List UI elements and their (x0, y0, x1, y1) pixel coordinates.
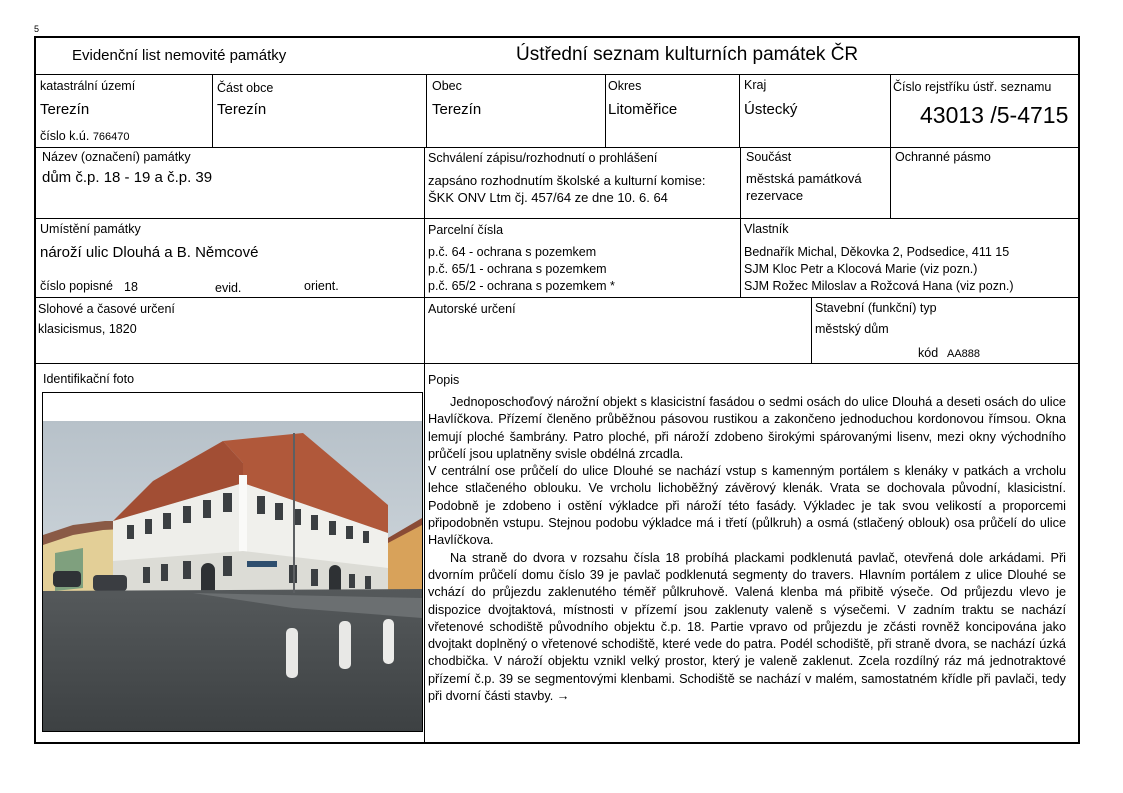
rule-row1 (35, 147, 1080, 148)
autorske-label: Autorské určení (428, 302, 516, 316)
rule-header (35, 74, 1080, 75)
vrule (424, 218, 425, 297)
parcel-item: p.č. 65/1 - ochrana s pozemkem (428, 262, 607, 276)
cislo-popisne-value: 18 (124, 280, 138, 294)
owner-item: Bednařík Michal, Děkovka 2, Podsedice, 411 15 (744, 245, 1010, 259)
foto-label: Identifikační foto (43, 372, 135, 386)
umisteni-label: Umístění památky (40, 222, 141, 236)
rule-row2 (35, 218, 1080, 219)
katastralni-uzemi-label: katastrální území (40, 79, 136, 93)
building-photo (43, 393, 422, 731)
kod-value: AA888 (947, 348, 981, 360)
vrule (890, 74, 891, 147)
obec-label: Obec (432, 79, 462, 93)
vrule (424, 147, 425, 218)
identification-photo (42, 392, 423, 732)
popis-label: Popis (428, 373, 460, 387)
nazev-value: dům č.p. 18 - 19 a č.p. 39 (42, 169, 213, 186)
description-paragraph: Jednoposchoďový nárožní objekt s klasicistní fasádou o sedmi osách do ulice Dlouhá a deseti osách do ulice Havlíčkova. Přízemí členěno průběžnou pásovou rustikou a zakončeno jednoduchou kordonovou římsou. Okna lemují ploché šambrány. Patro ploché, při nároží zdobeno širokými spárovanými lisenv, mezi okny východního průčelí jsou uplatněny svisle obdélná zrcadla. (428, 395, 1066, 461)
vrule (890, 147, 891, 218)
soucast-line2: rezervace (746, 188, 804, 203)
parcel-item: p.č. 65/2 - ochrana s pozemkem * (428, 279, 615, 293)
description-text (428, 394, 1066, 705)
vlastnik-label: Vlastník (744, 222, 789, 236)
okres-value: Litoměřice (608, 101, 678, 118)
description-paragraph: V centrální ose průčelí do ulice Dlouhé se nachází vstup s kamenným portálem s klenáky v patkách a vrcholu lehce stlačeného oblouku. Ve vrcholu lichoběžný závěrový klenák. Vrata se dochovala původní, klasicistní. Podobně je zdobeno i ostění výkladce při nároží této fasády. Výkladec je tak svou velikostí a proporcemi připodobněn vstupu. Stejnou podobu výkladce má i třetí (půlkruh) a osmá (stlačený oblouk) osa průčelí do ulice Havlíčkova. (428, 464, 1066, 548)
evid-label: evid. (215, 281, 242, 295)
sheet-title: Evidenční list nemovité památky (72, 47, 287, 64)
rejstrik-label: Číslo rejstříku ústř. seznamu (893, 80, 1052, 94)
stavebni-typ-label: Stavební (funkční) typ (815, 301, 937, 315)
kraj-value: Ústecký (744, 101, 798, 118)
kod-label: kód (918, 346, 939, 360)
cast-obce-label: Část obce (217, 81, 274, 95)
page-number: 5 (34, 24, 40, 34)
description-paragraph: Na straně do dvora v rozsahu čísla 18 probíhá plackami podklenutá pavlač, otevřená dole arkádami. Při dvorním průčelí domu číslo 39 je pavlač podklenutá segmenty do travers. Hlavním portálem z ulice Dlouhé se vchází do průjezdu zaklenutého téměř půlkruhově. Valená klenba má přibitě výseče. Od průjezdu vlevo je dispozice dvojtaktová, místnosti v přízemí jsou zaklenuty valeně s výsečemi. V zadním traktu se nachází vřetenové schodiště původního objektu č.p. 18. Partie vpravo od průjezdu je zčásti rovněž koncipována jako dvojtakt doplněný o vřetenové schodiště, které vede do patra. Podél schodiště, při straně dvora, se nachází úzká chodbička. V nároží objektu vznikl velký prostor, který je valeně zaklenut. Zcela rozdílný ráz má jednotraktové přízemí č.p. 39 se segmentovými klenbami. Schodiště se nachází v malém, samostatném křídle při pavlači, tedy při dvorní části stavby. → (428, 550, 1066, 704)
vrule (811, 297, 812, 363)
rejstrik-number: 43013 /5-4715 (920, 102, 1069, 128)
vrule (740, 147, 741, 218)
okres-label: Okres (608, 79, 642, 93)
vrule (739, 74, 740, 147)
katastralni-uzemi-value: Terezín (40, 101, 90, 118)
sloh-label: Slohové a časové určení (38, 302, 175, 316)
ochranne-pasmo-label: Ochranné pásmo (895, 150, 991, 164)
stavebni-typ-value: městský dům (815, 322, 889, 336)
sloh-value: klasicismus, 1820 (38, 322, 137, 336)
cislo-popisne-label: číslo popisné (40, 279, 113, 293)
owner-item: SJM Rožec Miloslav a Rožcová Hana (viz pozn.) (744, 279, 1014, 293)
cast-obce-value: Terezín (217, 101, 267, 118)
parcelni-label: Parcelní čísla (428, 223, 504, 237)
nazev-label: Název (označení) památky (42, 150, 191, 164)
vrule (212, 74, 213, 147)
soucast-label: Součást (746, 150, 792, 164)
schvaleni-line1: zapsáno rozhodnutím školské a kulturní komise: (428, 173, 706, 188)
vrule (424, 297, 425, 363)
vrule (740, 218, 741, 297)
schvaleni-label: Schválení zápisu/rozhodnutí o prohlášení (428, 151, 658, 165)
vrule (426, 74, 427, 147)
umisteni-value: nároží ulic Dlouhá a B. Němcové (40, 244, 259, 261)
kraj-label: Kraj (744, 78, 767, 92)
owner-item: SJM Kloc Petr a Klocová Marie (viz pozn.) (744, 262, 978, 276)
cislo-ku-label: číslo k.ú. 766470 (40, 129, 130, 143)
schvaleni-line2: ŠKK ONV Ltm čj. 457/64 ze dne 10. 6. 64 (428, 190, 668, 205)
soucast-line1: městská památková (746, 171, 862, 186)
rule-row3 (35, 297, 1080, 298)
registry-title: Ústřední seznam kulturních památek ČR (516, 44, 859, 65)
parcel-item: p.č. 64 - ochrana s pozemkem (428, 245, 597, 259)
rule-row4 (35, 363, 1080, 364)
vrule (424, 363, 425, 744)
vrule (605, 74, 606, 147)
orient-label: orient. (304, 279, 339, 293)
obec-value: Terezín (432, 101, 482, 118)
cislo-ku-value: 766470 (92, 131, 130, 143)
